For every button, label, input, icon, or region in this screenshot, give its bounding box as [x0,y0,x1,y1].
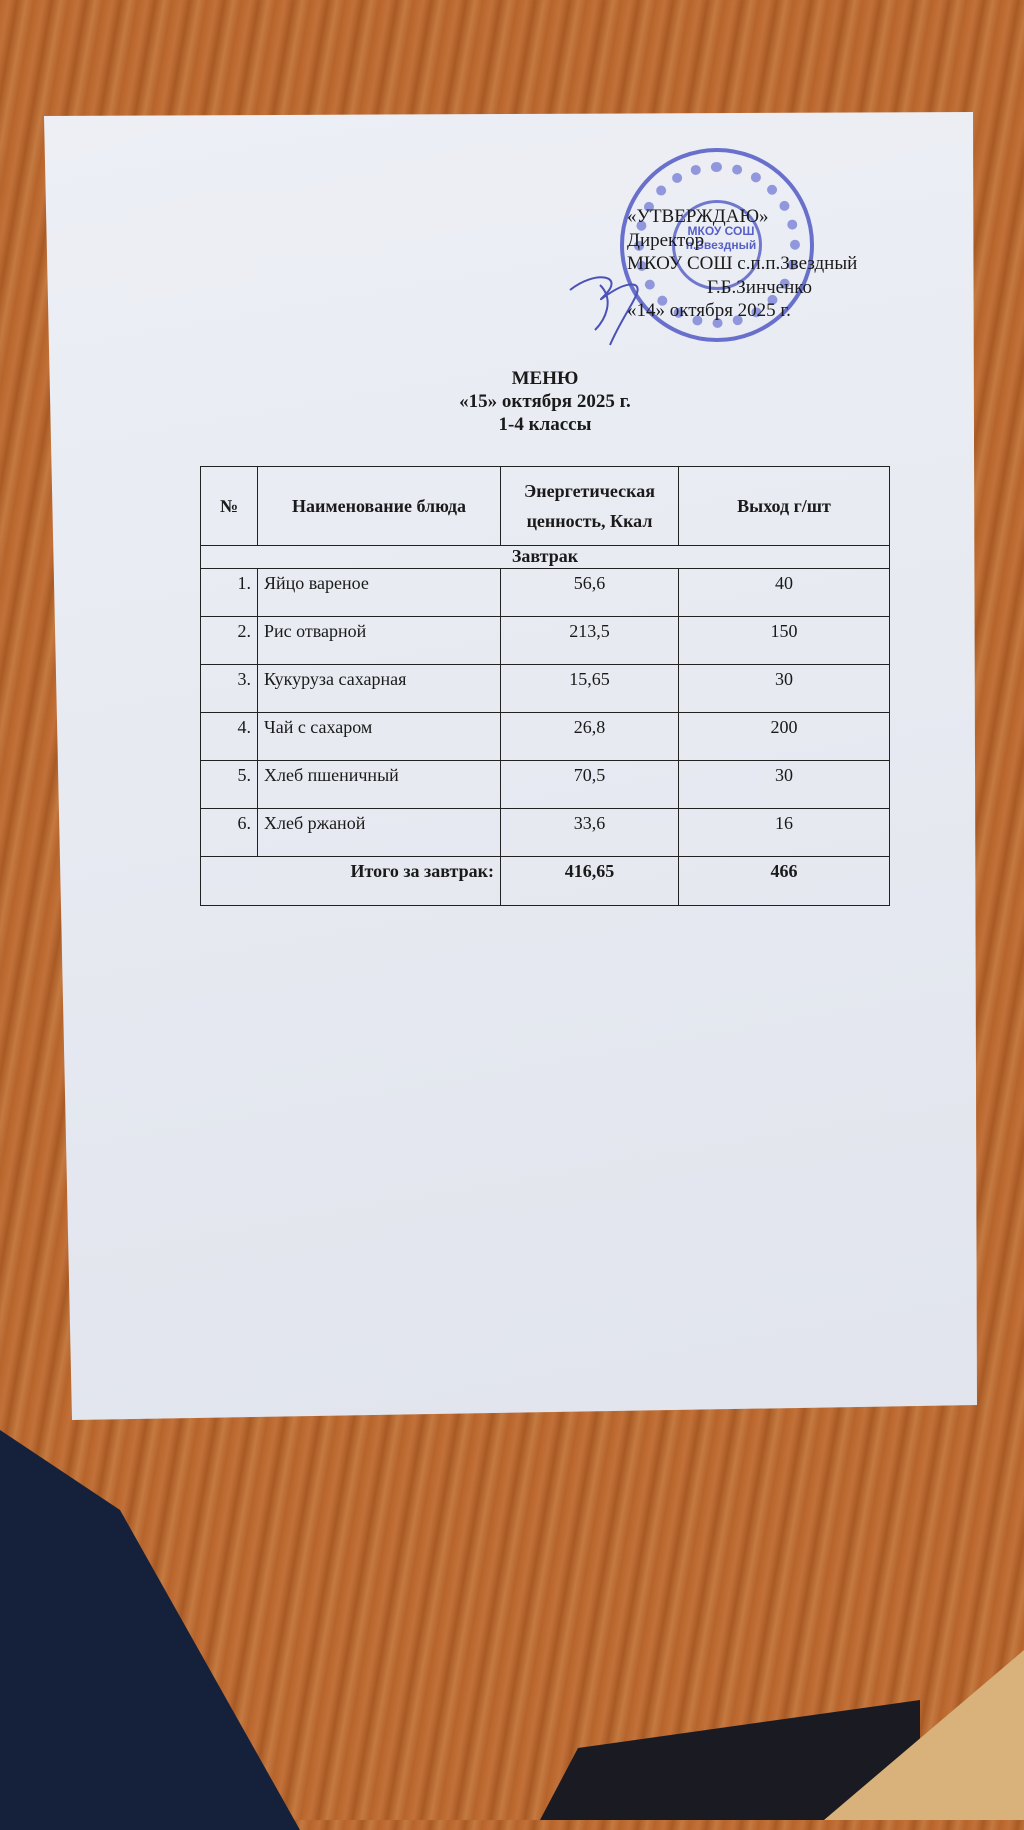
approval-position: Директор [627,229,705,251]
dish-kcal: 33,6 [501,809,679,857]
menu-grades: 1-4 классы [498,414,592,435]
approval-organization: МКОУ СОШ с.п.п.Звездный [627,253,858,274]
menu-header [200,367,890,436]
table-row [201,713,890,761]
dish-kcal: 213,5 [501,617,679,665]
menu-table [200,466,890,906]
dish-name: Хлеб пшеничный [258,761,501,809]
dish-yield: 16 [679,809,890,857]
col-energy: Энергетическая ценность, Ккал [501,467,679,546]
table-row [201,617,890,665]
dish-yield: 30 [679,665,890,713]
dish-yield: 40 [679,569,890,617]
row-number: 2. [201,617,258,665]
dish-yield: 200 [679,713,890,761]
section-breakfast: Завтрак [201,546,890,569]
dish-kcal: 70,5 [501,761,679,809]
section-row [201,546,890,569]
row-number: 4. [201,713,258,761]
dish-name: Яйцо вареное [258,569,501,617]
table-row [201,569,890,617]
dish-name: Кукуруза сахарная [258,665,501,713]
table-header-row [201,467,890,546]
background-dark-cloth [0,1430,300,1830]
approval-name [627,276,857,300]
director-name: Г.Б.Зинченко [707,276,813,298]
table-row [201,809,890,857]
approval-date: «14» октября 2025 г. [627,300,791,321]
stamp-text: МКОУ СОШ п.Звездный [685,224,757,252]
dish-kcal: 26,8 [501,713,679,761]
total-row [201,857,890,906]
approval-heading: «УТВЕРЖДАЮ» [627,206,769,227]
col-dish-name: Наименование блюда [258,467,501,546]
dish-kcal: 56,6 [501,569,679,617]
dish-name: Чай с сахаром [258,713,501,761]
menu-date: «15» октября 2025 г. [459,391,631,412]
table-row [201,761,890,809]
row-number: 1. [201,569,258,617]
total-label: Итого за завтрак: [201,857,501,906]
row-number: 3. [201,665,258,713]
dish-yield: 150 [679,617,890,665]
col-number: № [201,467,258,546]
approval-block [627,205,857,323]
col-yield: Выход г/шт [679,467,890,546]
dish-name: Рис отварной [258,617,501,665]
menu-title: МЕНЮ [511,368,579,389]
total-kcal: 416,65 [501,857,679,906]
total-yield: 466 [679,857,890,906]
dish-kcal: 15,65 [501,665,679,713]
dish-name: Хлеб ржаной [258,809,501,857]
row-number: 5. [201,761,258,809]
dish-yield: 30 [679,761,890,809]
table-row [201,665,890,713]
row-number: 6. [201,809,258,857]
